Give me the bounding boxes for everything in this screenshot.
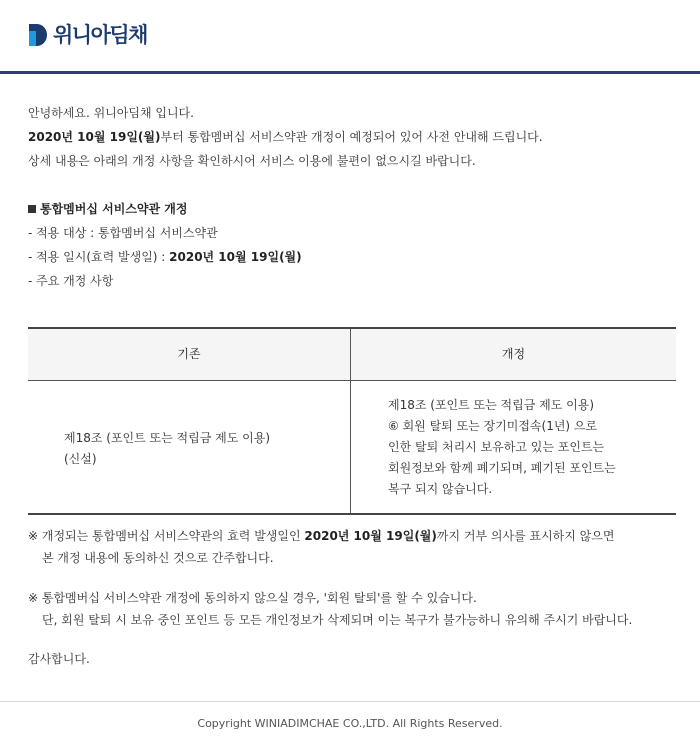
new-terms-line: 복구 되지 않습니다. bbox=[388, 482, 493, 496]
note-withdrawal-line2: 단, 회원 탈퇴 시 보유 중인 포인트 등 모든 개인정보가 삭제되며 이는 복구가 불가능하니 유의해 주시기 바랍니다. bbox=[42, 613, 633, 627]
note-consent bbox=[28, 525, 688, 547]
table-header bbox=[28, 329, 676, 381]
header-new: 개정 bbox=[501, 347, 526, 361]
intro-date: 2020년 10월 19일(월) bbox=[28, 130, 161, 144]
intro-announcement-text: 부터 통합멤버십 서비스약관 개정이 예정되어 있어 사전 안내해 드립니다. bbox=[160, 130, 543, 144]
header-divider bbox=[0, 71, 700, 74]
main-changes-label: - 주요 개정 사항 bbox=[28, 274, 114, 288]
new-terms-cell bbox=[388, 395, 668, 500]
new-terms-line: ⑥ 회원 탈퇴 또는 장기미접속(1년) 으로 bbox=[388, 419, 598, 433]
comparison-table bbox=[28, 327, 676, 515]
old-terms-cell bbox=[64, 428, 344, 470]
logo-mark-icon bbox=[29, 24, 47, 46]
section-title-text: 통합멤버십 서비스약관 개정 bbox=[40, 202, 188, 216]
old-terms-line: (신설) bbox=[64, 452, 97, 466]
new-terms-line: 회원정보와 함께 폐기되며, 폐기된 포인트는 bbox=[388, 461, 616, 475]
footer-divider bbox=[0, 701, 700, 702]
footer-copyright: Copyright WINIADIMCHAE CO.,LTD. All Rights Reserved. bbox=[197, 717, 503, 730]
new-terms-line: 인한 탈퇴 처리시 보유하고 있는 포인트는 bbox=[388, 440, 605, 454]
revision-summary bbox=[28, 197, 678, 293]
header bbox=[0, 0, 700, 72]
apply-date-value: 2020년 10월 19일(월) bbox=[169, 250, 302, 264]
old-terms-line: 제18조 (포인트 또는 적립금 제도 이용) bbox=[64, 431, 270, 445]
note-consent-line2: 본 개정 내용에 동의하신 것으로 간주합니다. bbox=[42, 551, 274, 565]
table-column-divider bbox=[350, 329, 351, 513]
notes-spacer bbox=[28, 569, 688, 587]
intro-text bbox=[28, 101, 678, 173]
intro-detail: 상세 내용은 아래의 개정 사항을 확인하시어 서비스 이용에 불편이 없으시길 바랍니다. bbox=[28, 154, 476, 168]
note-consent-prefix: ※ 개정되는 통합멤버십 서비스약관의 효력 발생일인 bbox=[28, 529, 305, 543]
new-terms-line: 제18조 (포인트 또는 적립금 제도 이용) bbox=[388, 398, 594, 412]
apply-date bbox=[28, 245, 678, 269]
closing-text: 감사합니다. bbox=[28, 652, 90, 666]
apply-target: - 적용 대상 : 통합멤버십 서비스약관 bbox=[28, 226, 218, 240]
brand-logo[interactable] bbox=[29, 23, 147, 47]
intro-announcement bbox=[28, 125, 678, 149]
note-consent-rest: 까지 거부 의사를 표시하지 않으면 bbox=[436, 529, 615, 543]
notes bbox=[28, 525, 688, 631]
header-old: 기존 bbox=[177, 347, 201, 361]
note-withdrawal: ※ 통합멤버십 서비스약관 개정에 동의하지 않으실 경우, '회원 탈퇴'를 할 수 있습니다. bbox=[28, 591, 477, 605]
brand-name: 위니아딤채 bbox=[53, 23, 147, 47]
square-bullet-icon bbox=[28, 205, 36, 213]
note-consent-date: 2020년 10월 19일(월) bbox=[304, 529, 437, 543]
intro-greeting: 안녕하세요. 위니아딤채 입니다. bbox=[28, 106, 194, 120]
apply-date-label: - 적용 일시(효력 발생일) : bbox=[28, 250, 170, 264]
section-title bbox=[28, 197, 678, 221]
